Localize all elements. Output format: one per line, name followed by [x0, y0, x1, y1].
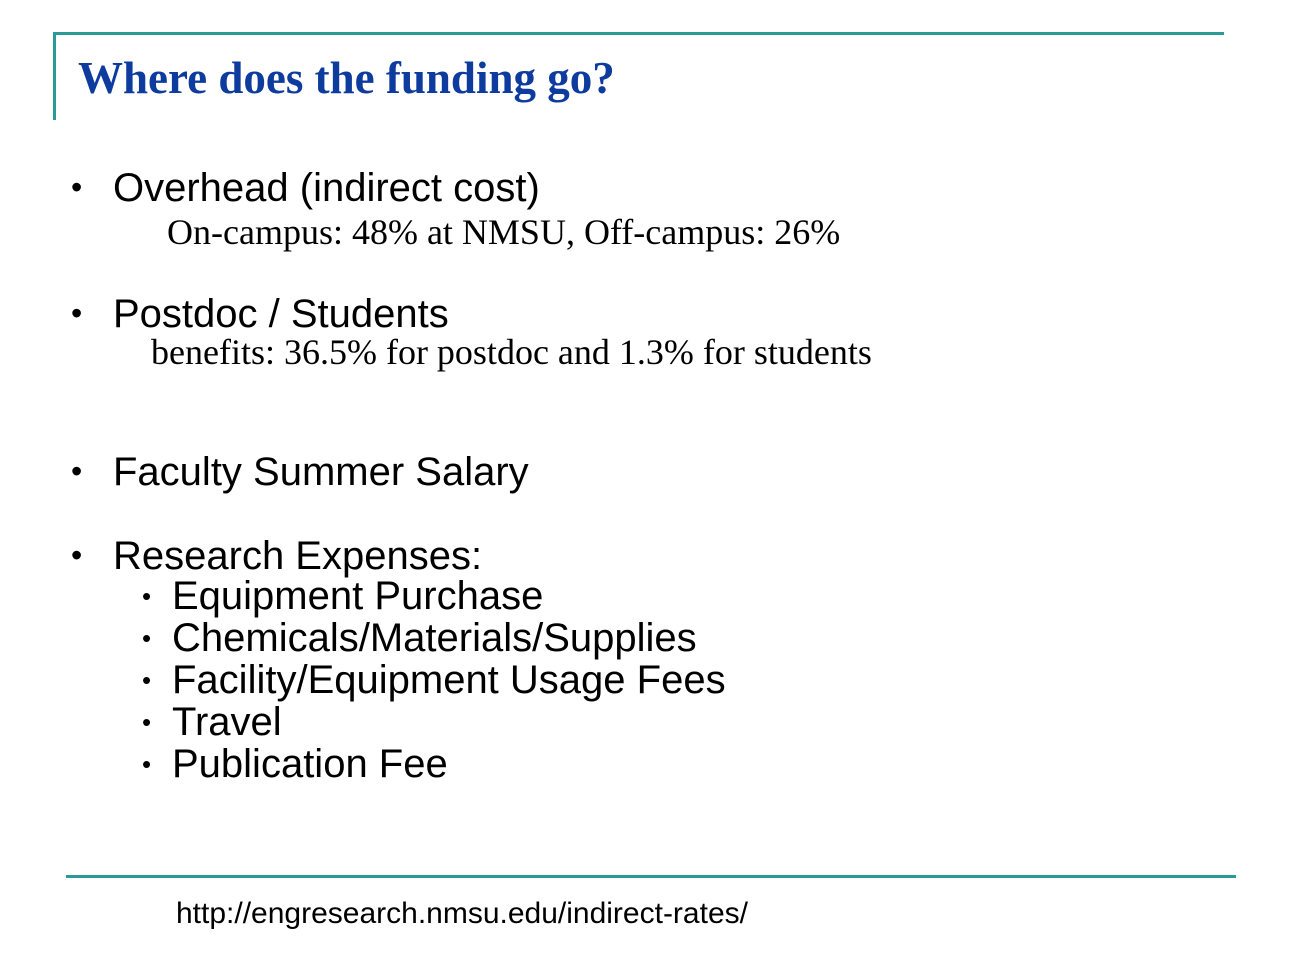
bullet-research-expenses — [71, 532, 482, 579]
list-item — [142, 617, 726, 659]
sub-bullet-dot-icon: • — [142, 623, 152, 653]
list-item — [142, 575, 726, 617]
title-top-rule — [53, 32, 1224, 35]
footer-url-link[interactable]: http://engresearch.nmsu.edu/indirect-rates/ — [176, 897, 748, 930]
list-item — [142, 701, 726, 743]
bullet-label: Postdoc / Students — [113, 292, 449, 336]
overhead-detail: On-campus: 48% at NMSU, Off-campus: 26% — [167, 212, 841, 252]
postdoc-students-detail: benefits: 36.5% for postdoc and 1.3% for students — [151, 332, 872, 372]
list-item — [142, 743, 726, 785]
sub-bullet-dot-icon: • — [142, 707, 152, 737]
bullet-dot-icon: • — [71, 453, 83, 489]
bullet-label: Research Expenses: — [113, 534, 483, 578]
bullet-dot-icon: • — [71, 295, 83, 331]
list-item-label: Facility/Equipment Usage Fees — [172, 658, 726, 702]
sub-bullet-dot-icon: • — [142, 665, 152, 695]
list-item-label: Publication Fee — [172, 742, 448, 786]
bullet-overhead — [71, 164, 540, 211]
slide-title: Where does the funding go? — [78, 53, 615, 103]
list-item-label: Equipment Purchase — [172, 574, 544, 618]
bullet-label: Overhead (indirect cost) — [113, 166, 540, 210]
title-left-rule — [53, 32, 56, 120]
research-expenses-list — [142, 575, 726, 785]
sub-bullet-dot-icon: • — [142, 749, 152, 779]
bullet-faculty-summer-salary — [71, 448, 529, 495]
bullet-dot-icon: • — [71, 537, 83, 573]
sub-bullet-dot-icon: • — [142, 581, 152, 611]
list-item — [142, 659, 726, 701]
bullet-dot-icon: • — [71, 169, 83, 205]
bullet-postdoc-students — [71, 290, 449, 337]
footer-rule — [66, 875, 1236, 878]
list-item-label: Chemicals/Materials/Supplies — [172, 616, 697, 660]
list-item-label: Travel — [172, 700, 282, 744]
bullet-label: Faculty Summer Salary — [113, 450, 529, 494]
